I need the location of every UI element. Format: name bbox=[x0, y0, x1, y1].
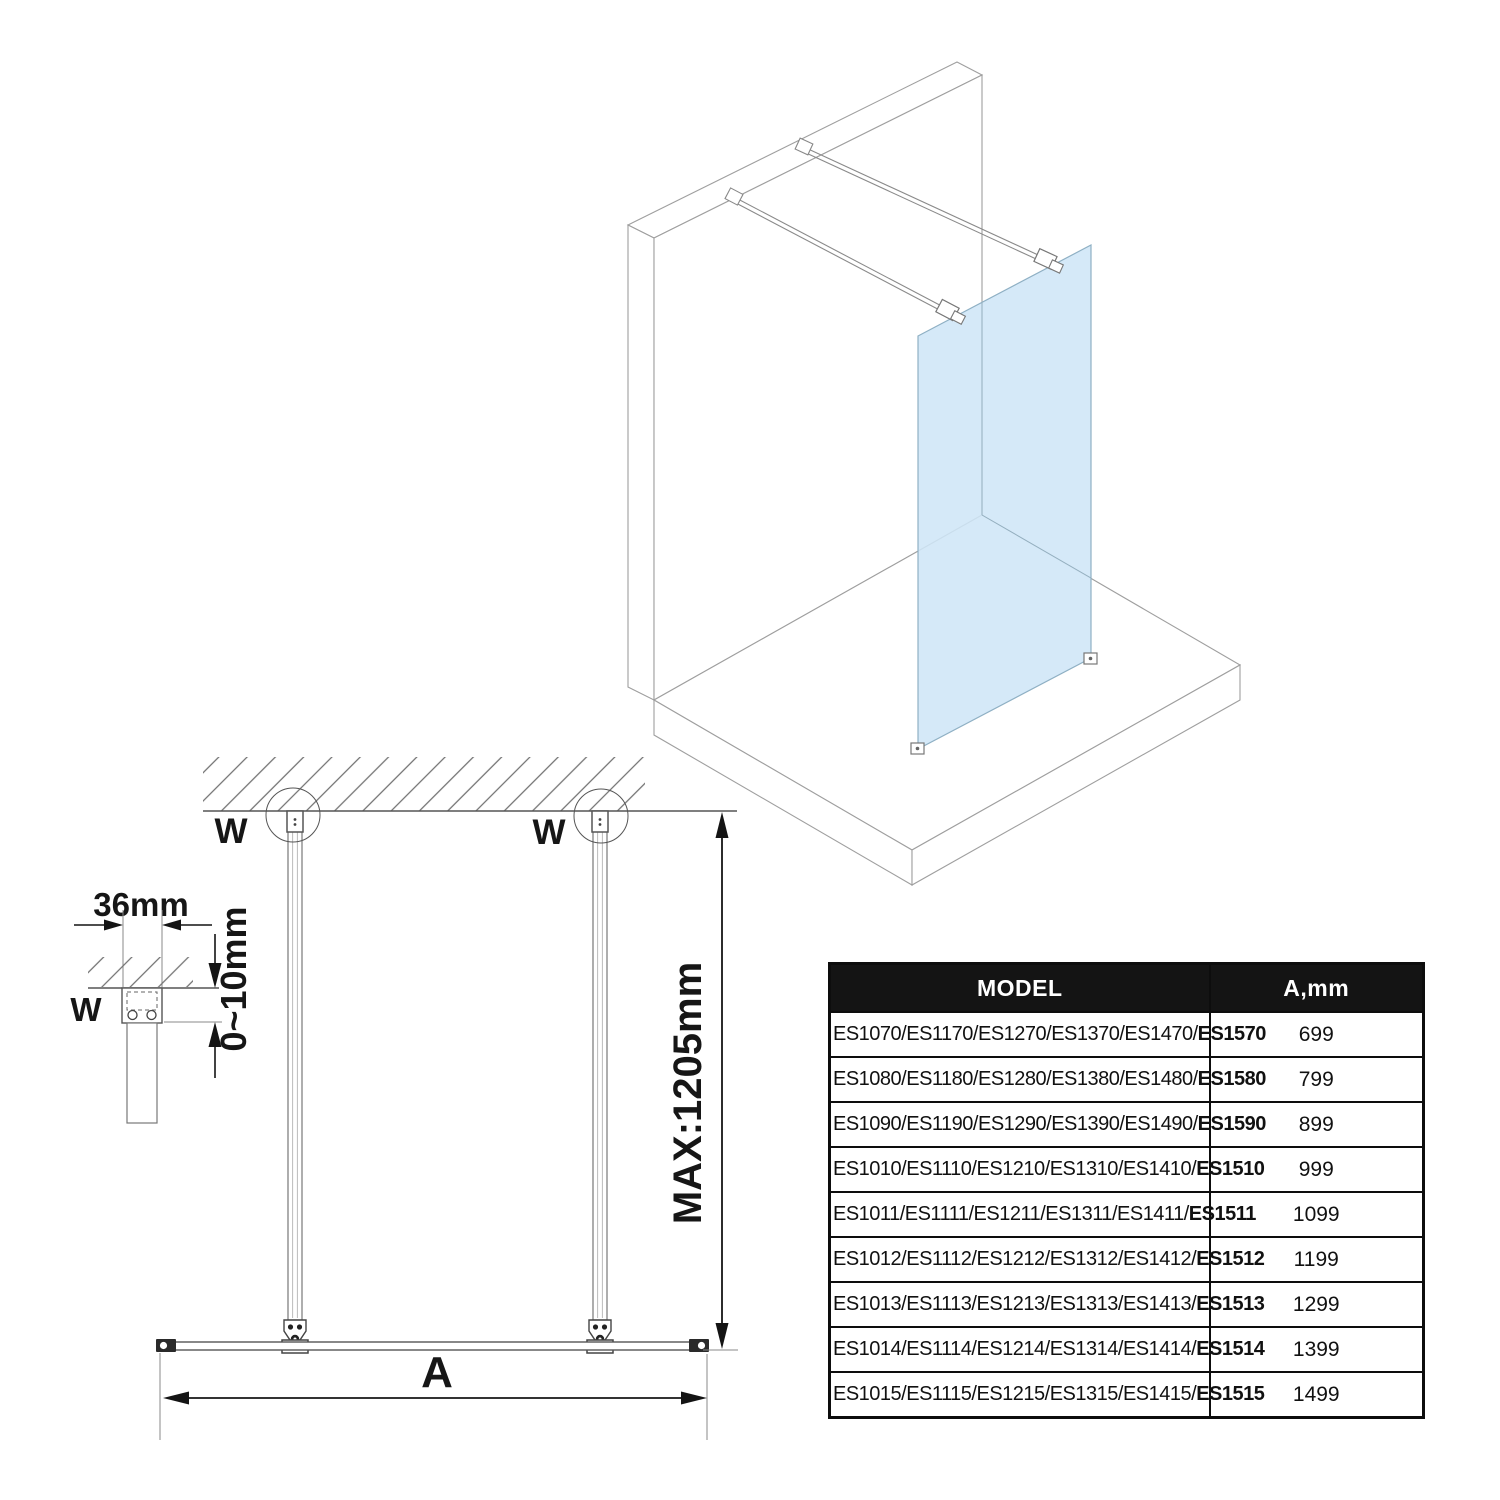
a-mm-cell: 1299 bbox=[1210, 1282, 1424, 1327]
col-header-model: MODEL bbox=[830, 964, 1210, 1013]
profile-width-label: 36mm bbox=[93, 886, 189, 923]
table-row bbox=[830, 1282, 1424, 1327]
screw-hole bbox=[147, 1011, 156, 1020]
table-row bbox=[830, 1012, 1424, 1057]
col-header-a-mm: A,mm bbox=[1210, 964, 1424, 1013]
model-codes: ES1012/ES1112/ES1212/ES1312/ES1412/ bbox=[833, 1248, 1197, 1270]
a-mm-cell: 1099 bbox=[1210, 1192, 1424, 1237]
model-code-bold: ES1513 bbox=[1196, 1293, 1265, 1315]
table-row bbox=[830, 1057, 1424, 1102]
model-code-bold: ES1515 bbox=[1196, 1383, 1265, 1405]
arrow-down bbox=[716, 1323, 729, 1349]
model-code-bold: ES1590 bbox=[1197, 1113, 1266, 1135]
table-row bbox=[830, 1102, 1424, 1147]
a-mm-cell: 899 bbox=[1210, 1102, 1424, 1147]
model-cell bbox=[830, 1057, 1266, 1102]
model-codes: ES1015/ES1115/ES1215/ES1315/ES1415/ bbox=[833, 1383, 1197, 1405]
model-cell bbox=[830, 1237, 1265, 1282]
a-mm-cell: 699 bbox=[1210, 1012, 1424, 1057]
wall-fixing-label-right: W bbox=[532, 813, 566, 852]
model-table-body bbox=[830, 1012, 1424, 1418]
width-label: A bbox=[421, 1348, 453, 1397]
wall-fixing-label-left: W bbox=[214, 812, 248, 851]
table-row bbox=[830, 1237, 1424, 1282]
table-row bbox=[830, 1327, 1424, 1372]
ceiling-bracket-right bbox=[592, 811, 608, 832]
model-cell bbox=[830, 1372, 1265, 1418]
model-cell bbox=[830, 1327, 1265, 1372]
wall-fixing-label-detail: W bbox=[70, 991, 102, 1028]
support-bar-detail bbox=[127, 1023, 157, 1123]
ceiling-bracket-left bbox=[287, 811, 303, 832]
a-mm-cell: 999 bbox=[1210, 1147, 1424, 1192]
adjustment-range-label: 0~10mm bbox=[213, 906, 254, 1052]
model-code-bold: ES1580 bbox=[1197, 1068, 1266, 1090]
arrow-left bbox=[163, 1392, 189, 1405]
screw-hole bbox=[128, 1011, 137, 1020]
model-codes: ES1013/ES1113/ES1213/ES1313/ES1413/ bbox=[833, 1293, 1197, 1315]
width-dimension bbox=[163, 1348, 707, 1405]
max-height-dimension bbox=[666, 812, 729, 1349]
max-height-label: MAX:1205mm bbox=[666, 961, 710, 1225]
model-code-bold: ES1514 bbox=[1196, 1338, 1265, 1360]
model-cell bbox=[830, 1147, 1265, 1192]
model-codes: ES1080/ES1180/ES1280/ES1380/ES1480/ bbox=[833, 1068, 1198, 1090]
rail-end-cap-left bbox=[156, 1339, 176, 1352]
model-codes: ES1014/ES1114/ES1214/ES1314/ES1414/ bbox=[833, 1338, 1197, 1360]
ceiling-hatch-detail bbox=[88, 957, 193, 987]
arrow-right bbox=[681, 1392, 707, 1405]
table-row bbox=[830, 1372, 1424, 1418]
model-cell bbox=[830, 1282, 1265, 1327]
arrow-up bbox=[716, 812, 729, 838]
model-code-bold: ES1511 bbox=[1188, 1203, 1256, 1225]
adjustment-dimension bbox=[164, 906, 254, 1078]
a-mm-cell: 1399 bbox=[1210, 1327, 1424, 1372]
table-header-row bbox=[830, 964, 1424, 1013]
model-codes: ES1010/ES1110/ES1210/ES1310/ES1410/ bbox=[833, 1158, 1197, 1180]
model-code-bold: ES1512 bbox=[1196, 1248, 1265, 1270]
table-row bbox=[830, 1192, 1424, 1237]
model-cell bbox=[830, 1012, 1266, 1057]
isometric-view bbox=[628, 62, 1240, 885]
model-codes: ES1011/ES1111/ES1211/ES1311/ES1411/ bbox=[833, 1203, 1189, 1225]
a-mm-cell: 1499 bbox=[1210, 1372, 1424, 1418]
model-cell bbox=[830, 1102, 1266, 1147]
model-code-bold: ES1510 bbox=[1196, 1158, 1265, 1180]
a-mm-cell: 799 bbox=[1210, 1057, 1424, 1102]
model-cell bbox=[830, 1192, 1256, 1237]
model-codes: ES1070/ES1170/ES1270/ES1370/ES1470/ bbox=[833, 1023, 1198, 1045]
a-mm-cell: 1199 bbox=[1210, 1237, 1424, 1282]
support-bar-right bbox=[574, 789, 628, 1320]
model-codes: ES1090/ES1190/ES1290/ES1390/ES1490/ bbox=[833, 1113, 1198, 1135]
table-row bbox=[830, 1147, 1424, 1192]
bracket-detail-view bbox=[70, 886, 254, 1123]
front-elevation-view bbox=[156, 757, 738, 1440]
model-code-bold: ES1570 bbox=[1197, 1023, 1266, 1045]
ceiling-bracket-detail bbox=[122, 988, 162, 1023]
model-spec-table bbox=[828, 962, 1425, 1419]
support-bar-left bbox=[266, 788, 320, 1320]
